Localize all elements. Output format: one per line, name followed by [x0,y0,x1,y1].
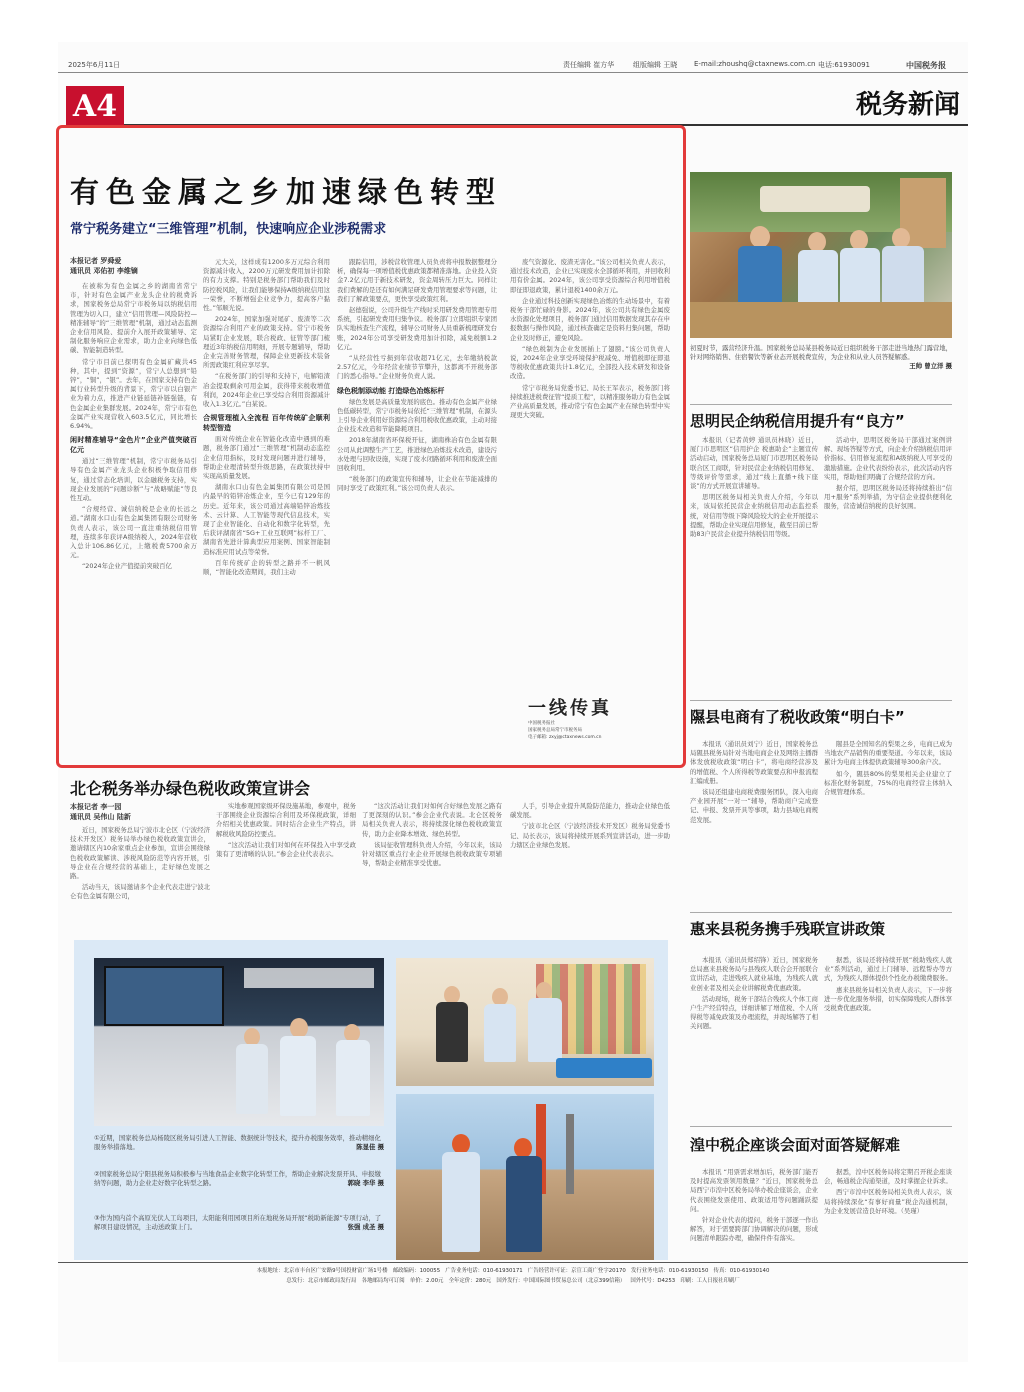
article-paragraph: 惠来县税务局相关负责人表示，下一步将进一步优化服务举措，切实保障残疾人群体享受税费优惠政策。 [824,985,952,1013]
lead-paragraph: 绿色发展是高质量发展的底色。推动有色金属产业绿色低碳转型，常宁市税务局依托“三维管理”机制，在源头上引导企业利用好资源综合利用税收优惠政策，主动对接企业技术改造和节能降耗项目。 [337,397,497,434]
mid-byline-correspondent: 通讯员 吴伟山 陆新 [70,813,131,821]
mid-column-4 [510,802,670,936]
issue-date: 2025年6月11日 [68,61,121,69]
footer-rule [58,1262,968,1263]
lead-paragraph: 湖南水口山有色金属集团有限公司是国内最早的铅锌冶炼企业，至今已有129年的历史。近年来，该公司通过高端铅锌冶炼技术、云计算、人工智能等现代信息技术，实现了企业智能化、自动化和数字化转型，先后获评湖南省“5G+工业互联网”标杆工厂、湖南省先进计算典型应用案例、国家智能制造标准应用试点等荣誉。 [203,483,330,556]
footer-overseas: 国外发行：中国国际图书贸易总公司（北京399信箱） [496,1278,626,1284]
caption-text: ①近期，国家税务总局杨陵区税务局引进人工智能、数据统计等技术，提升办税服务效率，推动精细化服务举措落地。 [94,1134,381,1151]
masthead-bar [58,58,968,72]
lead-column-2 [203,258,330,760]
lead-paragraph: 在被称为有色金属之乡的湖南省常宁市，针对有色金属产业龙头企业的税费诉求，国家税务总局常宁市税务局以纳税信用管理为切入口，建立“信用管理—风险防控—精准辅导”的“三维管理”机制，通过动态监测企业信用风险、提前介入展开政策辅导、定制化服务响应企业需求，助力企业向绿色低碳、智能制造转型。 [70,282,197,355]
camping-photo [690,172,952,338]
article-paragraph: 隰县是全国知名的梨果之乡，电商已成为当地农产品销售的重要渠道。今年以来，该局累计为电商主体提供政策辅导300余户次。 [824,740,952,767]
article-column [690,436,818,698]
lead-crosshead: 闲时精准辅导“金色片”企业产值突破百亿元 [70,436,197,455]
mid-paragraph: 实地参观国家级环保设施基地，参观中，税务干部围绕企业资源综合利用及环保税政策，详细介绍相关优惠政策。同时结合企业生产特点，讲解税收风险防控要点。 [216,802,356,838]
photo-credit: 王帅 曾立洋 摄 [909,362,952,370]
footer-postcode: 邮政编码：100055 [392,1268,441,1274]
article-paragraph: 活动中，思明区税务局干部通过案例讲解、现场答疑等方式，向企业介绍纳税信用评价指标、信用修复流程和A级纳税人可享受的激励措施。企业代表纷纷表示，此次活动内容实用，帮助他们明确了合规经营的方向。 [824,436,952,481]
article-column [690,956,818,1122]
lead-paragraph: “税务部门的政策宣传和辅导，让企业在节能减排的同时享受了政策红利。”该公司负责人表示。 [337,475,497,493]
photo-credit: 张强 成圣 摄 [347,1223,384,1231]
footer-ad-license: 广告经营许可证：京宣工商广登字20170 [527,1268,626,1274]
footer-unit-price: 单价：2.00元 [409,1278,444,1284]
mid-paragraph: 活动当天，该局邀请多个企业代表走进宁波北仑有色金属有限公司， [70,883,210,901]
lead-headline: 有色金属之乡加速绿色转型 [70,175,503,209]
footer-ad-phone: 广告业务电话：010-61930171 [445,1268,523,1274]
lead-byline-correspondent: 通讯员 邓佑初 李维镝 [70,267,138,275]
lead-byline-reporter: 本报记者 罗舜爱 [70,257,122,265]
footer-address: 本报地址：北京市丰台区广安路9号国投财富广场1号楼 [256,1268,388,1274]
mid-paragraph: 近日，国家税务总局宁波市北仑区（宁波经济技术开发区）税务局举办绿色税收政策宣讲会，邀请辖区内10余家重点企业参加，宣讲会围绕绿色税收政策解读、涉税风险防范等内容开展，引导企业在合规经营的基础上，走好绿色发展之路。 [70,826,210,881]
article-paragraph: 该局还组建电商税费服务团队，深入电商产业园开展“一对一”辅导，帮助商户完成登记、申报、发票开具等事项，助力县域电商规范发展。 [690,788,818,824]
photo-credit: 郭晓 李华 摄 [347,1179,384,1187]
article-headline: 惠来县税务携手残联宣讲政策 [690,920,886,938]
paper-name: 中国税务报 [906,61,946,70]
photo-caption [94,1170,384,1188]
article-divider [690,404,952,405]
lead-paragraph: 跟踪信用，涉税营收管理人员负责将申报数据整理分析，确保每一项增值税优惠政策都精准落地。企业投入资金7.2亿元用于新技术研发，资金周转压力巨大。同样让我们费解的是还有如何满足研发费用管理要求等问题，让我们了解政策要点，更快享受政策红利。 [337,258,497,303]
article-paragraph: 针对企业代表的提问，税务干部逐一作出解答，对于需要跨部门协调解决的问题，形成问题清单跟踪办理，确保件件有落实。 [690,1216,818,1243]
caption-text: ③作为国内首个高原光伏人工岛项目，太阳能利用园项目所在地税务局开展“税助新能源”专项行动，了解项目建设情况，主动送政策上门。 [94,1214,382,1231]
photo-caption [94,1214,384,1232]
stamp-signature: 一线传真 [528,698,612,719]
article-paragraph: 据介绍，思明区税务局还将持续推出“信用+服务”系列举措，为守信企业提供便利化服务，营造诚信纳税的良好氛围。 [824,484,952,511]
email-contact: E-mail:zhoushq@ctaxnews.com.cn [694,60,816,68]
footer-line-1 [58,1266,968,1274]
lead-paragraph: 企业通过科技创新实现绿色冶炼的生动场景中，有着税务干部忙碌的身影。2024年，该公司共有绿色金属废水资源化处理项目，税务部门通过信用数据发现其存在申报数据与操作风险，通过核查确定是资料归集问题，帮助企业及时修正，避免风险。 [510,296,670,342]
photo-tax-hall [94,958,384,1126]
page-number-badge: A4 [66,86,124,128]
mid-byline [70,802,180,822]
stamp-line: 中国税务报社 [528,721,555,726]
camping-photo-caption [690,344,952,371]
article-headline: 湟中税企座谈会面对面答疑解难 [690,1136,901,1154]
lead-column-1 [70,282,197,760]
article-column [824,956,952,1122]
lead-crosshead: 合规管理植入全流程 百年传统矿企顺利转型智造 [203,414,330,433]
lead-paragraph: “2024年企业产值提前突破百亿 [82,562,172,571]
footer-distribution-phone: 发行业务电话：010-61930150 [631,1268,709,1274]
article-headline: 思明民企纳税信用提升有“良方” [690,412,905,430]
lead-column-4 [510,258,670,688]
photo-food-enterprise [396,958,654,1086]
lead-paragraph: “在税务部门的引导和支持下，电解铅渣冶金提取剩余可用金属，获得带来税收增值利润，2024年企业已享受综合利用资源减计收入1.3亿元。”白某说。 [203,372,330,409]
phone-contact: 电话:61930091 [818,61,870,69]
lead-paragraph: 废气资源化、废渣无害化。”该公司相关负责人表示，通过技术改造，企业已实现废水全部循环利用，并回收利用有价金属。2024年，该公司享受资源综合利用增值税即征即退政策，累计退税1400余万元。 [510,258,670,294]
article-paragraph: 本报讯（记者黄婷 通讯员林晓）近日，厦门市思明区“信用护企 税惠助企”主题宣传活动启动，国家税务总局厦门市思明区税务局联合区工商联，针对民营企业纳税信用修复、等级评价等需求，通过“线上直播+线下座谈”的方式开展宣讲辅导。 [690,436,818,491]
article-column [824,436,952,698]
article-paragraph: 西宁市湟中区税务局相关负责人表示，该局将持续深化“有事好商量”税企沟通机制，为企业发展营造良好环境。（吴瑾） [824,1188,952,1215]
article-divider [690,1126,952,1127]
article-divider [690,912,952,913]
footer-annual-price: 全年定价：280元 [448,1278,492,1284]
mid-column-2 [216,802,356,936]
stamp-line: 国家税务总局常宁市税务局 [528,728,582,733]
article-headline: 隰县电商有了税收政策“明白卡” [690,708,905,726]
footer-line-2 [58,1276,968,1284]
footer-printer: 印刷：工人日报社印刷厂 [680,1278,740,1284]
article-paragraph: 思明区税务局相关负责人介绍，今年以来，该局依托民营企业纳税信用动态监控系统，对信用等级下降风险较大的企业开展提示提醒，帮助企业实现信用修复，截至目前已帮助83户民营企业提升纳税信用等级。 [690,493,818,539]
article-column [690,1168,818,1258]
article-paragraph: 据悉，该局还将持续开展“税助残疾人就业”系列活动，通过上门辅导、远程帮办等方式，为残疾人群体提供个性化办税缴费服务。 [824,956,952,983]
frontline-stamp [528,694,668,754]
lead-paragraph: “从经营性亏损到年营收超71亿元，去年缴纳税款2.57亿元，今年经营业绩节节攀升，这都离不开税务部门的悉心指导。”企业财务负责人说。 [337,354,497,381]
mid-byline-reporter: 本报记者 李一园 [70,803,122,811]
article-paragraph: 本报讯（通讯员刘宁）近日，国家税务总局隰县税务局针对当地电商企业及网络主播群体发放税收政策“明白卡”，将电商经营涉及的增值税、个人所得税等政策要点和申报流程汇编成册。 [690,740,818,785]
lead-crosshead: 绿色税制添动能 打造绿色冶炼标杆 [337,386,445,395]
lead-paragraph: 百年传统矿企的转型之路并不一帆风顺，“智能化改造期间，我们主动 [203,558,330,577]
lead-column-3 [337,258,497,760]
lead-paragraph: 通过“三维管理”机制，常宁市税务局引导有色金属产业龙头企业积极争取信用修复，通过常态化培训，以金融税务支持，实现企业发展的“问题诊断”与“战略赋能”等良性互动。 [70,457,197,503]
caption-text: 初夏时节，露营经济升温。国家税务总局某县税务局近日组织税务干部走进当地热门露营地，针对网络销售、住宿餐饮等新业态开展税费宣传，为企业和从业人员答疑解惑。 [690,344,953,361]
article-paragraph: 如今，隰县80%的梨果相关企业建立了标准化财务制度，75%的电商经营主体纳入合规管理体系。 [824,769,952,797]
caption-text: ②国家税务总局宁阳县税务局积极参与当地食品企业数字化转型工作，帮助企业解决发票开具、申报缴纳等问题，助力企业走好数字化转型之路。 [94,1170,381,1187]
mid-paragraph: 该局征收管理科负责人介绍，今年以来，该局针对辖区重点行业企业开展绿色税收政策专项辅导，帮助企业精准享受优惠。 [362,840,502,868]
lead-byline [70,256,190,276]
stamp-email: 电子邮箱: zxyj@ctaxnews.com.cn [528,735,602,740]
lead-subheadline: 常宁税务建立“三维管理”机制，快速响应企业涉税需求 [70,222,387,237]
lead-paragraph: “合规经营、诚信纳税是企业的长远之道。”湖南水口山有色金属集团有限公司财务负责人表示，该公司一直注重纳税信用管理，连续多年获评A级纳税人，2024年营收入总计106.86亿元，上缴税费5700余万元。 [70,505,197,560]
article-column [824,1168,952,1258]
lead-paragraph: 2018年湖南省环保税开征，湖南株冶有色金属有限公司从此调整生产工艺，推进绿色冶炼技术改造，建设污水处理与回收设施，实现了废水闭路循环利用和废渣全面回收利用。 [337,436,497,473]
photo-caption [94,1134,384,1152]
mid-column-3 [362,802,502,936]
article-paragraph: 活动现场，税务干部结合残疾人个体工商户生产经营特点，详细讲解了增值税、个人所得税等减免政策及办理流程，并现场解答了相关问题。 [690,994,818,1031]
article-divider [690,700,952,701]
article-paragraph: 本报讯 “用票需求增加后，税务部门能否及时提高发票领用数量？”近日，国家税务总局西宁市湟中区税务局举办税企座谈会，企业代表围绕发票使用、政策适用等问题踊跃提问。 [690,1168,818,1213]
editor-credit: 责任编辑 崔方华 [563,61,615,69]
mid-paragraph: “这次活动让我们对如何在环保投入中享受政策有了更清晰的认识。”参会企业代表表示。 [216,840,356,859]
mid-paragraph: 人手，引导企业提升风险防范能力，推动企业绿色低碳发展。 [510,802,670,820]
mid-paragraph: “这次活动让我们对如何合好绿色发展之路有了更深刻的认识。”参会企业代表说。北仑区税务局相关负责人表示，将持续深化绿色税收政策宣传，助力企业降本增效、绿色转型。 [362,802,502,838]
footer-fax: 传真：010-61930140 [713,1268,770,1274]
photo-construction-site [396,1094,654,1260]
article-column [824,740,952,906]
lead-paragraph: “绿色税制为企业发展插上了翅膀。”该公司负责人说，2024年企业享受环境保护税减免、增值税即征即退等税收优惠政策共计1.8亿元，全部投入技术研发和设备改造。 [510,344,670,381]
lead-paragraph: 常宁市税务局党委书记、局长王军表示，税务部门将持续推进税费征管“提质工程”，以精准服务助力有色金属产业高质量发展，推动常宁有色金属产业在绿色转型中实现更大突破。 [510,383,670,420]
lead-paragraph: 元大关，这样成有1200多万元综合利用资源减计收入，2200万元研发费用加计扣除的有力支撑。特别是税务部门帮助我们及时防控税风险，让我们能够保持A级纳税信用这一荣誉，不断增强企业竞争力，提高客户黏性。”邹顺光说。 [203,258,330,313]
lead-paragraph: 常宁市目前已探明有色金属矿藏共45种，其中，提到“资源”，常宁人总想到“铅锌”，“铜”，“银”。去年，在国家支持有色金属行业转型升级的背景下，常宁市以白银产业为着力点，推进产业链延链补链强链，有色金属企业集群发展。2024年，常宁市有色金属产业实现营收入603.5亿元，同比增长6.94%。 [70,357,197,431]
lead-paragraph: 面对传统企业在智能化改造中遇到的难题，税务部门通过“三维管理”机制动态监控企业信用指标，及时发现问题并进行辅导，帮助企业理清转型升级思路，在政策扶持中实现高质量发展。 [203,435,330,481]
section-title: 税务新闻 [855,90,960,120]
lead-paragraph: 2024年，国家加强对尾矿、废渣等二次资源综合利用产业的政策支持。常宁市税务局紧盯企业发展，联合税政、征管等部门梳理近3年纳税信用明细，开展专题辅导，帮助企业完善财务管理，保障企业更新技术装备所需政策红利应享尽享。 [203,315,330,370]
mid-column-1 [70,826,210,936]
article-paragraph: 据悉，湟中区税务局将定期召开税企座谈会，畅通税企沟通渠道，及时掌握企业诉求。 [824,1168,952,1186]
article-column [690,740,818,906]
mid-article-headline: 北仑税务举办绿色税收政策宣讲会 [70,779,311,798]
lead-paragraph: 赵德强说，公司升级生产线时采用研发费用管理专用系统，引起研发费用归集争议。税务部门立即组织专家团队实地核查生产流程，辅导公司财务人员重新梳理研发台账，2024年公司享受研发费用加计扣除，减免税额1.2亿元。 [337,306,497,351]
footer-overseas-code: 国外代号：D4253 [630,1278,676,1284]
article-paragraph: 本报讯（通讯员郑绍锋）近日，国家税务总局惠来县税务局与县残疾人联合会开展联合宣讲活动，走进残疾人就业基地，为残疾人就业创业者及相关企业讲解税费优惠政策。 [690,956,818,992]
masthead-rule [58,72,968,73]
layout-credit: 组版编辑 王晓 [633,61,678,69]
photo-credit: 陈显佳 摄 [356,1143,384,1151]
footer-distributor: 总发行：北京市邮政局发行局 [286,1278,357,1284]
mid-paragraph: 宁波市北仑区（宁波经济技术开发区）税务局党委书记、局长表示，该局将持续开展系列宣讲活动，进一步助力辖区企业绿色发展。 [510,822,670,849]
footer-subscription: 各地邮局均可订阅 [361,1278,405,1284]
